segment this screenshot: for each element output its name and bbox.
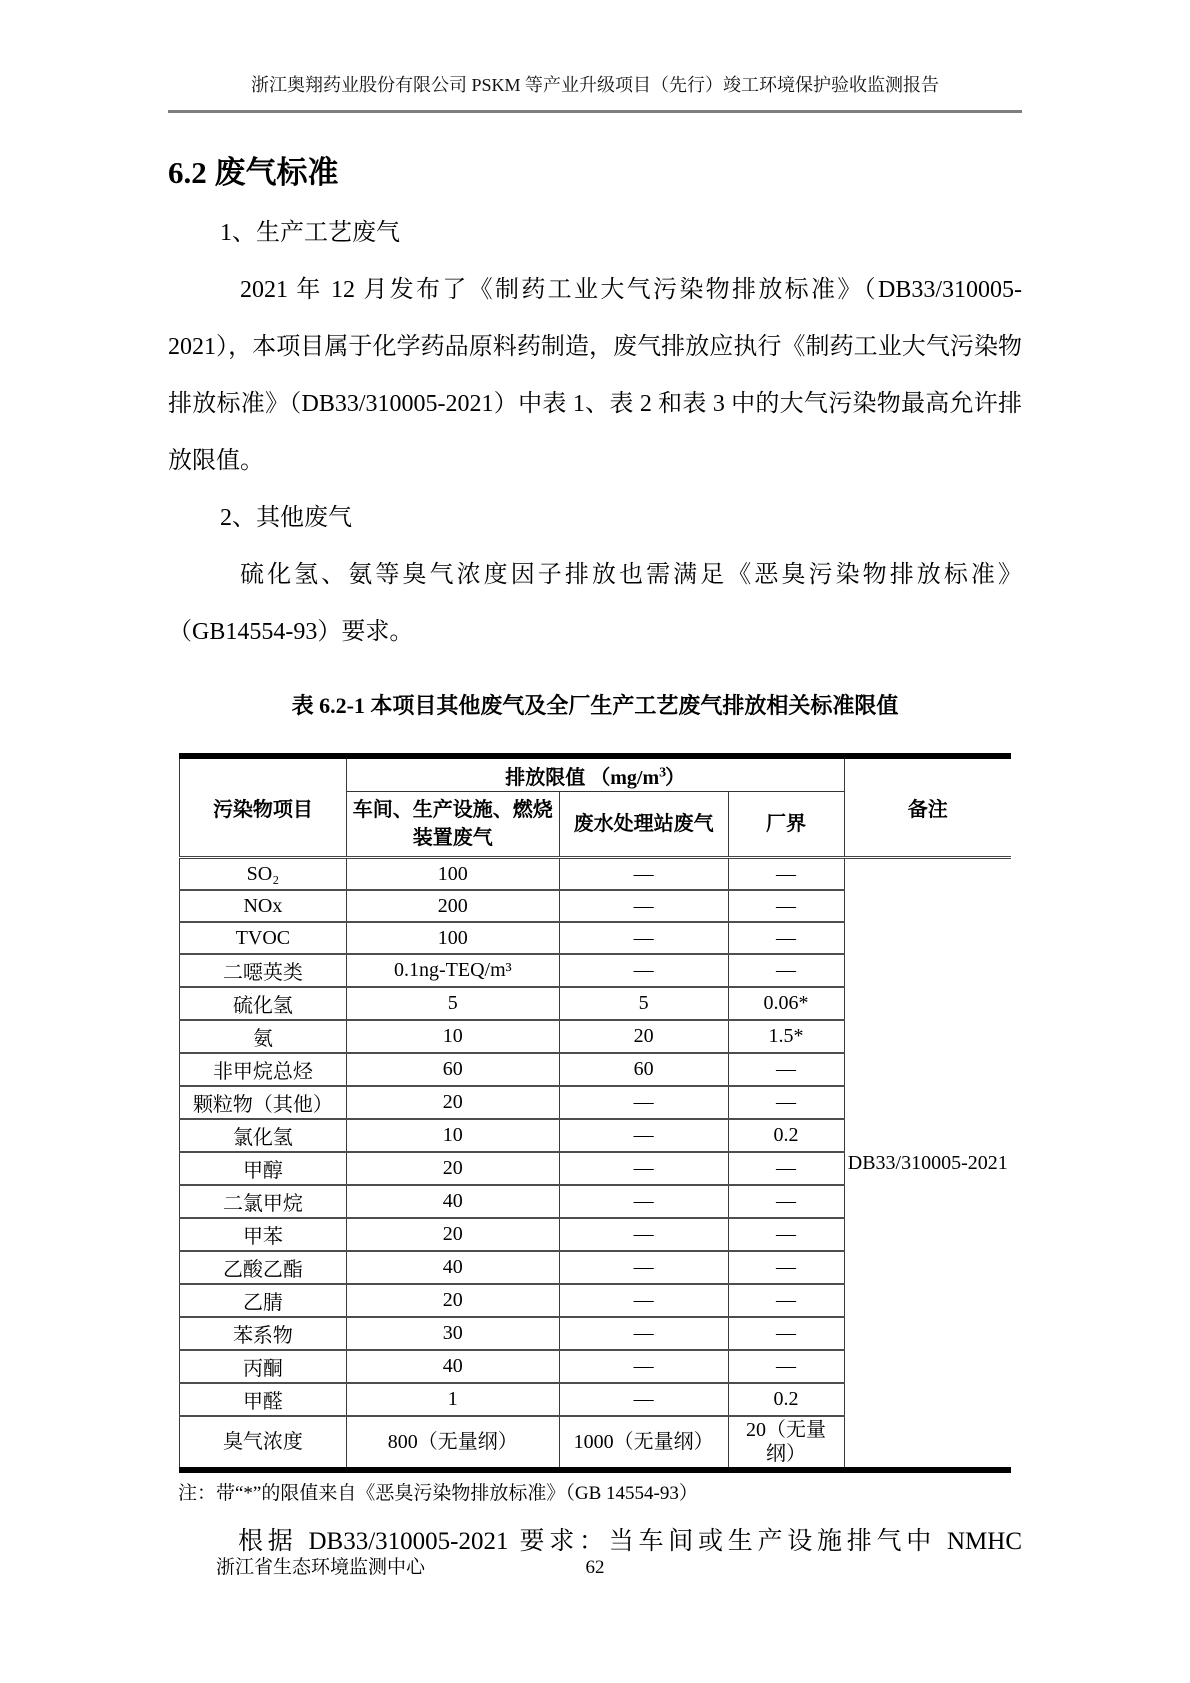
limit-workshop: 40	[346, 1185, 559, 1218]
pollutant-name: 甲醛	[180, 1383, 347, 1416]
limit-workshop: 20	[346, 1218, 559, 1251]
limit-workshop: 200	[346, 890, 559, 922]
limit-workshop: 10	[346, 1020, 559, 1053]
paragraph-standard-intro: 2021 年 12 月发布了《制药工业大气污染物排放标准》（DB33/310005-2021），本项目属于化学药品原料药制造，废气排放应执行《制药工业大气污染物排放标准》（DB33/310005-2021）中表 1、表 2 和表 3 中的大气污染物最高允许排放限值。	[168, 277, 1022, 474]
limit-wwtp: 60	[559, 1053, 728, 1086]
table-body	[180, 858, 1012, 1471]
paragraph-list-item-2: 2、其他废气	[220, 505, 352, 531]
limit-wwtp: —	[559, 1383, 728, 1416]
pollutant-name: 甲苯	[180, 1218, 347, 1251]
limit-boundary: 20（无量纲）	[728, 1416, 844, 1470]
limit-wwtp: 5	[559, 987, 728, 1020]
limit-boundary: —	[728, 954, 844, 987]
limit-boundary: 0.2	[728, 1383, 844, 1416]
limit-boundary: 0.2	[728, 1119, 844, 1152]
limit-workshop: 0.1ng-TEQ/m³	[346, 954, 559, 987]
limit-workshop: 20	[346, 1152, 559, 1185]
pollutant-name: 乙酸乙酯	[180, 1251, 347, 1284]
header-rule	[168, 110, 1022, 113]
pollutant-name: 丙酮	[180, 1350, 347, 1383]
limit-wwtp: —	[559, 1284, 728, 1317]
limit-boundary: —	[728, 858, 844, 891]
pollutant-name: 二氯甲烷	[180, 1185, 347, 1218]
limit-workshop: 5	[346, 987, 559, 1020]
pollutant-name: 氨	[180, 1020, 347, 1053]
limit-boundary: —	[728, 1284, 844, 1317]
pollutant-name: 颗粒物（其他）	[180, 1086, 347, 1119]
limit-wwtp: —	[559, 1119, 728, 1152]
table-title: 表 6.2-1 本项目其他废气及全厂生产工艺废气排放相关标准限值	[291, 693, 899, 718]
limit-unit-prefix: 排放限值 （mg/m	[505, 766, 660, 789]
limit-workshop: 1	[346, 1383, 559, 1416]
pollutant-name: 二噁英类	[180, 954, 347, 987]
limit-wwtp: —	[559, 858, 728, 891]
pollutant-name: 臭气浓度	[180, 1416, 347, 1470]
body-text	[168, 205, 1022, 661]
col-header-workshop: 车间、生产设施、燃烧装置废气	[346, 792, 559, 858]
limit-workshop: 800（无量纲）	[346, 1416, 559, 1470]
col-header-remark: 备注	[844, 756, 1011, 858]
limit-boundary: —	[728, 1152, 844, 1185]
limit-boundary: —	[728, 890, 844, 922]
limit-wwtp: 20	[559, 1020, 728, 1053]
limit-wwtp: —	[559, 1251, 728, 1284]
col-header-wwtp: 废水处理站废气	[559, 792, 728, 858]
page-header-title: 浙江奥翔药业股份有限公司 PSKM 等产业升级项目（先行）竣工环境保护验收监测报告	[250, 75, 940, 95]
paragraph-list-item-1: 1、生产工艺废气	[220, 220, 400, 246]
limit-unit-suffix: ）	[665, 766, 686, 789]
limit-boundary: —	[728, 922, 844, 954]
limit-workshop: 100	[346, 858, 559, 891]
limit-wwtp: —	[559, 1185, 728, 1218]
pollutant-name: 氯化氢	[180, 1119, 347, 1152]
col-header-limit-group	[346, 756, 844, 792]
emission-limit-table	[179, 753, 1011, 1473]
limit-wwtp: —	[559, 922, 728, 954]
limit-wwtp: —	[559, 1317, 728, 1350]
table-head	[180, 756, 1012, 858]
limit-workshop: 40	[346, 1350, 559, 1383]
table-header-row-1	[180, 756, 1012, 792]
limit-boundary: —	[728, 1086, 844, 1119]
limit-boundary: —	[728, 1317, 844, 1350]
limit-boundary: 1.5*	[728, 1020, 844, 1053]
pollutant-name: 非甲烷总烃	[180, 1053, 347, 1086]
pollutant-name: SO₂	[180, 858, 347, 891]
pollutant-name: 苯系物	[180, 1317, 347, 1350]
pollutant-name: 乙腈	[180, 1284, 347, 1317]
limit-workshop: 10	[346, 1119, 559, 1152]
section-heading: 6.2 废气标准	[168, 155, 339, 190]
limit-workshop: 60	[346, 1053, 559, 1086]
paragraph-requirement: 根据 DB33/310005-2021 要求：当车间或生产设施排气中 NMHC	[238, 1528, 1022, 1555]
remark-value: DB33/310005-2021	[844, 858, 1011, 1471]
limit-wwtp: —	[559, 954, 728, 987]
limit-boundary: —	[728, 1185, 844, 1218]
limit-workshop: 20	[346, 1284, 559, 1317]
footer-org-name: 浙江省生态环境监测中心	[216, 1557, 426, 1578]
limit-wwtp: —	[559, 890, 728, 922]
limit-wwtp: —	[559, 1152, 728, 1185]
limit-workshop: 30	[346, 1317, 559, 1350]
limit-wwtp: —	[559, 1218, 728, 1251]
col-header-boundary: 厂界	[728, 792, 844, 858]
col-header-pollutant: 污染物项目	[180, 756, 347, 858]
limit-boundary: 0.06*	[728, 987, 844, 1020]
limit-boundary: —	[728, 1053, 844, 1086]
limit-workshop: 100	[346, 922, 559, 954]
pollutant-name: TVOC	[180, 922, 347, 954]
page-number: 62	[585, 1557, 605, 1578]
limit-unit-superscript: 3	[659, 764, 666, 780]
limit-boundary: —	[728, 1350, 844, 1383]
limit-wwtp: 1000（无量纲）	[559, 1416, 728, 1470]
limit-workshop: 40	[346, 1251, 559, 1284]
table-footnote: 注：带“*”的限值来自《恶臭污染物排放标准》（GB 14554-93）	[178, 1483, 698, 1504]
pollutant-name: NOx	[180, 890, 347, 922]
limit-wwtp: —	[559, 1350, 728, 1383]
limit-workshop: 20	[346, 1086, 559, 1119]
limit-wwtp: —	[559, 1086, 728, 1119]
paragraph-odor-standard: 硫化氢、氨等臭气浓度因子排放也需满足《恶臭污染物排放标准》（GB14554-93）要求。	[168, 562, 1022, 645]
table-row	[180, 858, 1012, 891]
pollutant-name: 硫化氢	[180, 987, 347, 1020]
pollutant-name: 甲醇	[180, 1152, 347, 1185]
limit-boundary: —	[728, 1218, 844, 1251]
page-footer	[168, 1557, 1022, 1579]
limit-boundary: —	[728, 1251, 844, 1284]
